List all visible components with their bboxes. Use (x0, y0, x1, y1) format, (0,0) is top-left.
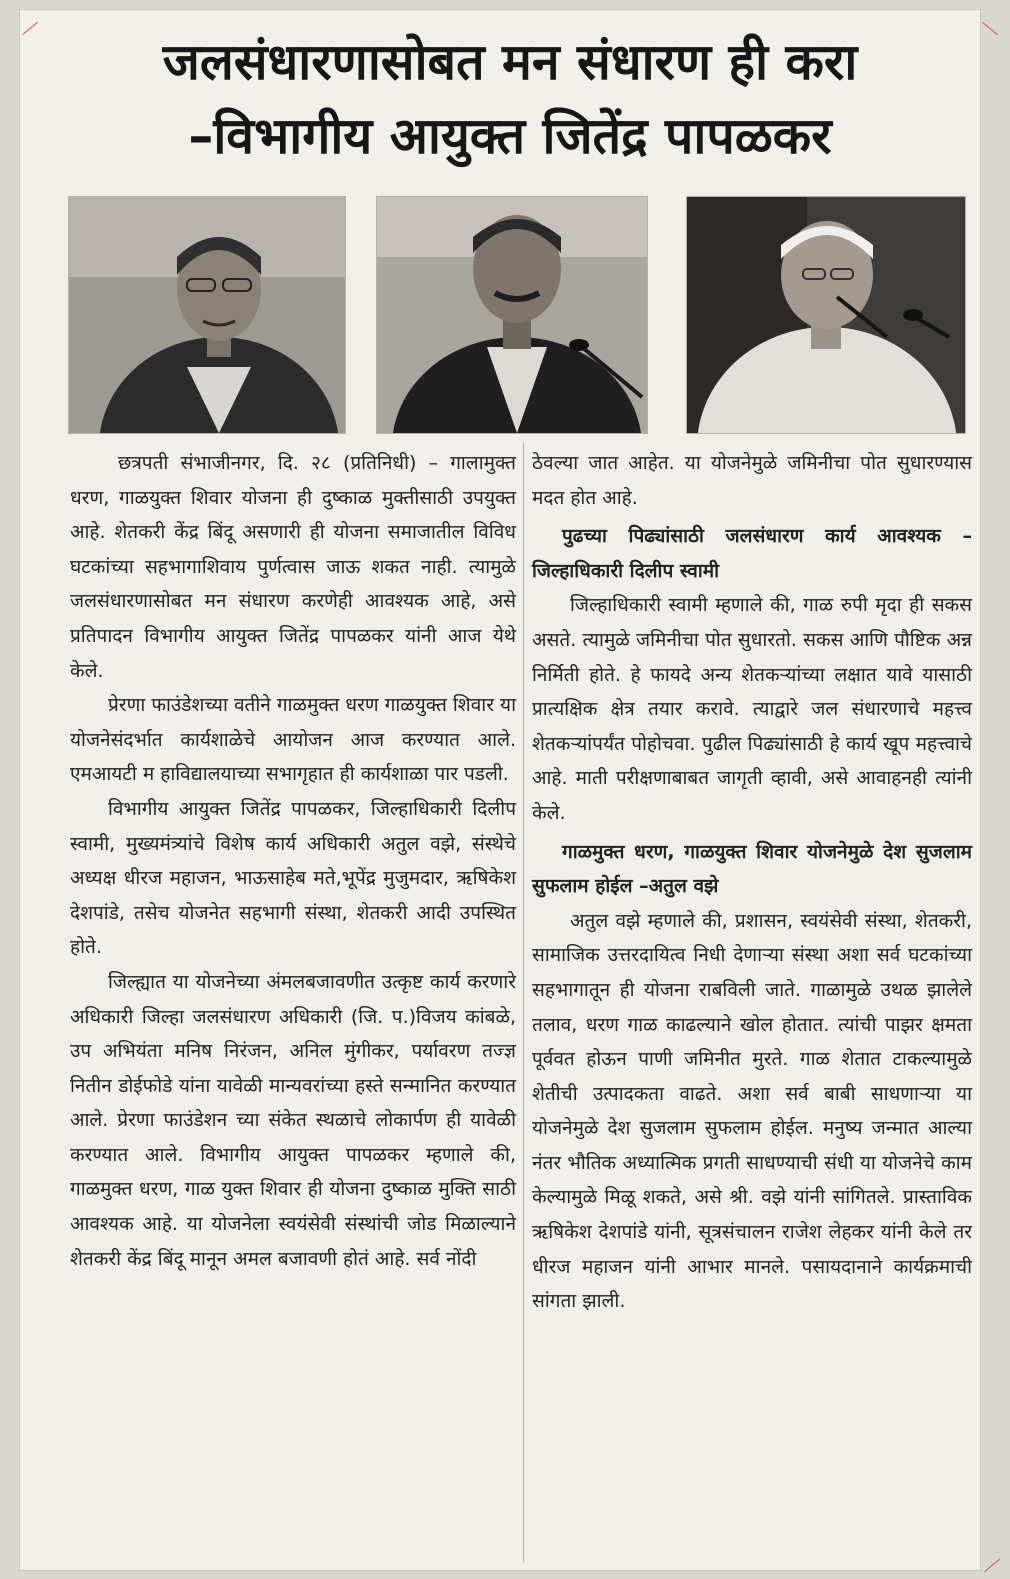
column-divider (523, 442, 524, 1562)
crop-mark (22, 22, 38, 36)
paragraph: अतुल वझे म्हणाले की, प्रशासन, स्वयंसेवी संस्था, शेतकरी, सामाजिक उत्तरदायित्व निधी देणाऱ्या संस्था अशा सर्व घटकांच्या सहभागातून ही योजना राबविली जाते. गाळामुळे उथळ झालेले तलाव, धरण गाळ काढल्याने खोल होतात. त्यांची पाझर क्षमता पूर्ववत होऊन पाणी जमिनीत मुरते. गाळ शेतात टाकल्यामुळे शेतीची उत्पादकता वाढते. अशा सर्व बाबी साधणाऱ्या या योजनेमुळे देश सुजलाम सुफलाम होईल. मनुष्य जन्मात आल्या नंतर भौतिक अध्यात्मिक प्रगती साधण्याची संधी या योजनेचे काम केल्यामुळे मिळू शकते, असे श्री. वझे यांनी सांगितले. प्रास्ताविक ऋषिकेश देशपांडे यांनी, सूत्रसंचालन राजेश लेहकर यांनी केले तर धीरज महाजन यांनी आभार मानले. पसायदानाने कार्यक्रमाची सांगता झाली. (532, 909, 972, 1313)
paragraph: जिल्ह्यात या योजनेच्या अंमलबजावणीत उत्कृष्ट कार्य करणारे अधिकारी जिल्हा जलसंधारण अधिकारी (जि. प.)विजय कांबळे, उप अभियंता मनिष निरंजन, अनिल मुंगीकर, पर्यावरण तज्ज्ञ नितीन डोईफोडे यांना यावेळी मान्यवरांच्या हस्ते सन्मानित करण्यात आले. प्रेरणा फाउंडेशन च्या संकेत स्थळाचे लोकार्पण ही यावेळी करण्यात आले. विभागीय आयुक्त पापळकर म्हणाले की, गाळमुक्त धरण, गाळ युक्त शिवार ही योजना दुष्काळ मुक्ति साठी आवश्यक आहे. या योजनेला स्वयंसेवी संस्थांची जोड मिळाल्याने शेतकरी केंद्र बिंदू मानून अमल बजावणी होतं आहे. सर्व नोंदी (70, 970, 516, 1270)
speaker-photo-1 (68, 196, 346, 434)
crop-mark (982, 22, 998, 36)
paragraph: प्रेरणा फाउंडेशच्या वतीने गाळमुक्त धरण गाळयुक्त शिवार या योजनेसंदर्भात कार्यशाळेचे आयोजन आज करण्यात आले. एमआयटी म हाविद्यालयाच्या सभागृहात ही कार्यशाळा पार पडली. (70, 694, 516, 786)
subheading-swami: पुढच्या पिढ्यांसाठी जलसंधारण कार्य आवश्यक –जिल्हाधिकारी दिलीप स्वामी (532, 525, 972, 582)
article-left-column (70, 446, 516, 1276)
paragraph: विभागीय आयुक्त जितेंद्र पापळकर, जिल्हाधिकारी दिलीप स्वामी, मुख्यमंत्र्यांचे विशेष कार्य अधिकारी अतुल वझे, संस्थेचे अध्यक्ष धीरज महाजन, भाऊसाहेब मते,भूपेंद्र मुजुमदार, ऋषिकेश देशपांडे, तसेच योजनेत सहभागी संस्था, शेतकरी आदी उपस्थित होते. (70, 797, 516, 959)
newspaper-clipping (20, 10, 980, 1570)
paragraph: जिल्हाधिकारी स्वामी म्हणाले की, गाळ रुपी मृदा ही सकस असते. त्यामुळे जमिनीचा पोत सुधारतो. सकस आणि पौष्टिक अन्न निर्मिती होते. हे फायदे अन्य शेतकऱ्यांच्या लक्षात यावे यासाठी प्रात्यक्षिक क्षेत्र तयार करावे. त्याद्वारे जल संधारणाचे महत्त्व शेतकऱ्यांपर्यंत पोहोचवा. पुढील पिढ्यांसाठी हे कार्य खूप महत्त्वाचे आहे. माती परीक्षणाबाबत जागृती व्हावी, असे आवाहनही त्यांनी केले. (532, 594, 972, 824)
speaker-photo-3 (686, 196, 966, 434)
article-right-column (532, 446, 972, 1319)
headline-line-1: जलसंधारणासोबत मन संधारण ही करा (162, 33, 858, 91)
paragraph: ठेवल्या जात आहेत. या योजनेमुळे जमिनीचा पोत सुधारण्यास मदत होत आहे. (532, 452, 972, 509)
subheading-vaze: गाळमुक्त धरण, गाळयुक्त शिवार योजनेमुळे देश सुजलाम सुफलाम होईल –अतुल वझे (532, 840, 972, 898)
crop-mark (984, 1559, 1000, 1573)
speaker-photo-2 (376, 196, 648, 434)
headline-line-2: –विभागीय आयुक्त जितेंद्र पापळकर (188, 107, 832, 165)
paragraph: छत्रपती संभाजीनगर, दि. २८ (प्रतिनिधी) – गालामुक्त धरण, गाळयुक्त शिवार योजना ही दुष्काळ मुक्तीसाठी उपयुक्त आहे. शेतकरी केंद्र बिंदू असणारी ही योजना समाजातील विविध घटकांच्या सहभागाशिवाय पुर्णत्वास जाऊ शकत नाही. त्यामुळे जलसंधारणासोबत मन संधारण करणेही आवश्यक आहे, असे प्रतिपादन विभागीय आयुक्त जितेंद्र पापळकर यांनी आज येथे केले. (70, 452, 516, 682)
